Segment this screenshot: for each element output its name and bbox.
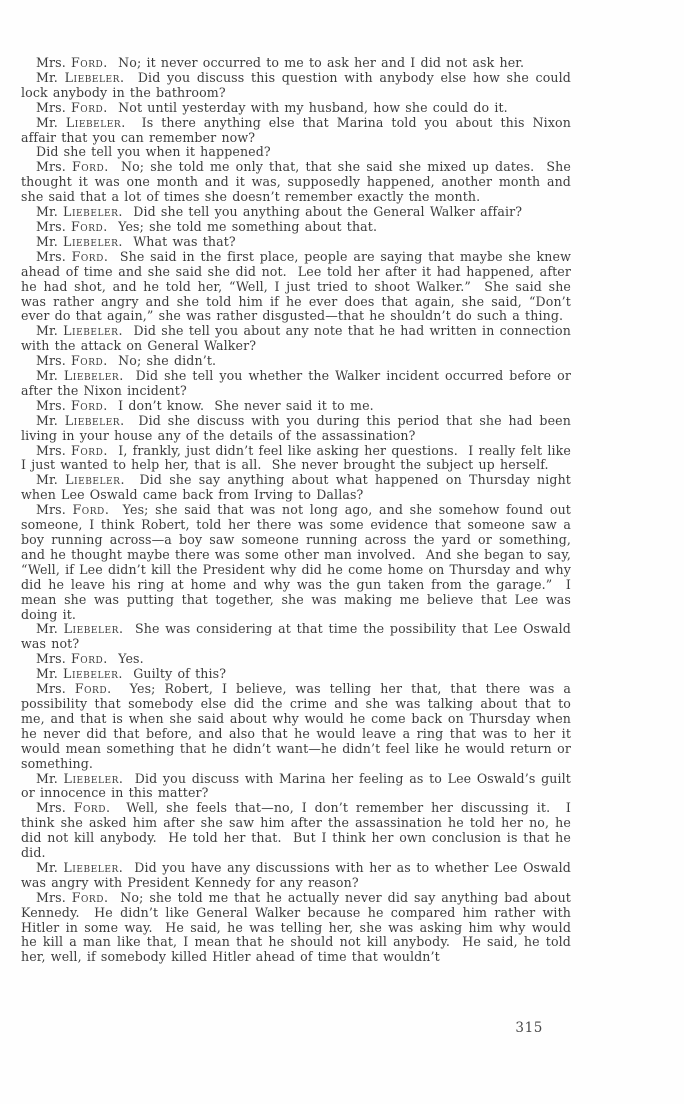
speaker-prefix: Mrs. [36,889,72,905]
speaker-name: Ford. [71,248,109,264]
paragraph-text: No; it never occurred to me to ask her and I did not ask her. [107,55,525,70]
speaker-name: Liebeler. [63,621,124,637]
testimony-paragraph [21,889,577,966]
speaker-prefix: Mr. [36,770,64,786]
speaker-prefix: Mr. [36,69,65,85]
testimony-paragraph [21,652,571,667]
paragraph-text: Well, she feels that—no, I don’t remember her discussing it. I think she asked him after she saw him after the assassination he told her no, he did not kill anybody. He told her that. But I think her own conclusion is that he did. [21,800,577,861]
speaker-prefix: Mrs. [36,442,72,458]
speaker-name: Ford. [71,442,108,458]
speaker-prefix: Mr. [36,114,66,130]
speaker-name: Ford. [71,218,108,234]
testimony-paragraph [21,502,577,622]
paragraph-text: Did she tell you anything about the General Walker affair? [122,204,523,220]
paragraph-text: Guilty of this? [122,666,227,682]
speaker-prefix: Mrs. [36,502,73,518]
speaker-name: Ford. [71,889,109,905]
speaker-name: Ford. [71,651,108,667]
speaker-prefix: Mr. [36,472,66,488]
paragraph-text: Did she tell you about any note that he had written in connection with the attack on General Walker? [21,323,577,354]
paragraph-text: Yes. [107,651,144,667]
testimony-paragraph [21,442,577,474]
speaker-prefix: Mrs. [36,397,71,413]
speaker-name: Ford. [73,800,111,816]
testimony-paragraph [21,69,577,101]
speaker-name: Liebeler. [63,368,124,384]
testimony-paragraph [21,800,577,861]
speaker-prefix: Mrs. [36,55,71,70]
speaker-prefix: Mr. [36,368,64,384]
speaker-name: Liebeler. [63,204,123,220]
speaker-name: Liebeler. [63,859,124,875]
testimony-paragraph [21,323,577,354]
paragraph-text: Did you have any discussions with her as to whether Lee Oswald was angry with President Kennedy for any reason? [21,859,577,890]
paragraph-text: She was considering at that time the possibility that Lee Oswald was not? [21,621,577,652]
testimony-paragraph [21,472,577,503]
testimony-paragraph [21,412,577,444]
speaker-prefix: Mrs. [36,99,71,115]
speaker-name: Liebeler. [63,770,124,786]
testimony-paragraph [21,220,571,235]
speaker-name: Liebeler. [65,114,126,130]
speaker-prefix: Mrs. [36,248,72,264]
speaker-name: Liebeler. [63,666,123,682]
paragraph-text: Did she tell you whether the Walker incident occurred before or after the Nixon incident? [21,368,577,398]
paragraph-text: Yes; she told me something about that. [107,218,378,234]
speaker-prefix: Mr. [36,621,64,637]
speaker-name: Liebeler. [64,69,125,85]
page-number: 315 [515,1020,543,1036]
paragraph-text: Did she say anything about what happened on Thursday night when Lee Oswald came back from Irving to Dallas? [21,472,577,503]
speaker-name: Ford. [71,397,108,413]
paragraph-text: She said in the first place, people are saying that maybe she knew ahead of time and she said she did not. Lee told her after it had happened, after he had shot, and he told her, “Well, I just tried to shoot Walker.” She said she was rather angry and she told him if he ever does that again, she said, “Don’t ever do that again,” she was rather disgusted—that he shouldn’t do such a thing. [21,248,577,324]
paragraph-text: No; she told me only that, that she said she mixed up dates. She thought it was one month and it was, supposedly happened, another month and she said that a lot of times she doesn’t remember exactly the month. [21,159,577,205]
testimony-paragraph [21,859,577,891]
speaker-name: Ford. [71,159,109,175]
speaker-prefix: Mr. [36,323,64,339]
testimony-paragraph [21,56,571,71]
paragraph-text: Did you discuss with Marina her feeling as to Lee Oswald’s guilt or innocence in this matter? [21,770,577,801]
testimony-paragraph [21,399,571,414]
testimony-paragraph [21,368,577,399]
paragraph-text: What was that? [122,233,236,249]
testimony-paragraph [21,681,577,771]
testimony-paragraph [21,114,577,146]
paragraph-text: I, frankly, just didn’t feel like asking her questions. I really felt like I just wanted to help her, that is all. She never brought the subject up herself. [21,442,577,473]
speaker-name: Ford. [71,353,108,369]
testimony-paragraph [21,145,571,160]
speaker-prefix: Mrs. [36,353,71,369]
speaker-name: Liebeler. [65,472,126,488]
testimony-body [21,55,577,965]
paragraph-text: Is there anything else that Marina told you about this Nixon affair that you can remember now? [21,114,577,145]
testimony-paragraph [21,621,577,652]
testimony-paragraph [21,159,577,205]
speaker-name: Liebeler. [64,412,125,428]
testimony-paragraph [21,667,571,682]
testimony-paragraph [21,354,571,369]
testimony-paragraph [21,101,571,116]
speaker-prefix: Mr. [36,666,64,682]
paragraph-text: I don’t know. She never said it to me. [107,397,374,413]
paragraph-text: Did she discuss with you during this period that she had been living in your house any of the details of the assassination? [21,412,577,443]
paragraph-text: Not until yesterday with my husband, how she could do it. [107,99,508,115]
speaker-name: Liebeler. [63,233,123,249]
paragraph-text: Did you discuss this question with anybody else how she could lock anybody in the bathroom? [21,69,577,100]
speaker-prefix: Mrs. [36,800,74,816]
paragraph-text: No; she didn’t. [107,353,217,369]
speaker-name: Ford. [72,502,110,518]
speaker-name: Liebeler. [63,323,124,339]
speaker-prefix: Mrs. [36,681,75,697]
testimony-paragraph [21,770,577,802]
paragraph-text: Yes; Robert, I believe, was telling her that, that there was a possibility that somebody else did the crime and she was talking about that to me, and that is when she said about why would he come back on Thursday when he never did that before, and also that he would leave a ring that was to her it would mean something that he didn’t want—he didn’t feel like he would return or something. [21,681,577,771]
testimony-paragraph [21,205,571,220]
speaker-name: Ford. [71,99,108,115]
speaker-prefix: Mr. [36,412,65,428]
speaker-prefix: Mrs. [36,159,72,175]
speaker-prefix: Mrs. [36,651,71,667]
speaker-prefix: Mr. [36,859,64,875]
speaker-name: Ford. [71,55,108,70]
paragraph-text: Did she tell you when it happened? [36,144,271,160]
testimony-paragraph [21,235,571,250]
testimony-paragraph [21,248,577,325]
speaker-name: Ford. [74,681,112,697]
paragraph-text: Yes; she said that was not long ago, and she somehow found out someone, I think Robert, told her there was some evidence that someone saw a boy running across—a boy saw someone running across the yard or something, and he thought maybe there was some other man involved. And she began to say, “Well, if Lee didn’t kill the President why did he come home on Thursday and why did he leave his ring at home and why was the gun taken from the garage.” I mean she was putting that together, she was making me believe that Lee was doing it. [21,502,577,622]
speaker-prefix: Mr. [36,233,64,249]
paragraph-text: No; she told me that he actually never did say anything bad about Kennedy. He didn’t like General Walker because he compared him rather with Hitler in some way. He said, he was telling her, she was asking him why would he kill a man like that, I mean that he should not kill anybody. He said, he told her, well, if somebody killed Hitler ahead of time that wouldn’t [21,889,577,965]
speaker-prefix: Mr. [36,204,64,220]
speaker-prefix: Mrs. [36,218,71,234]
